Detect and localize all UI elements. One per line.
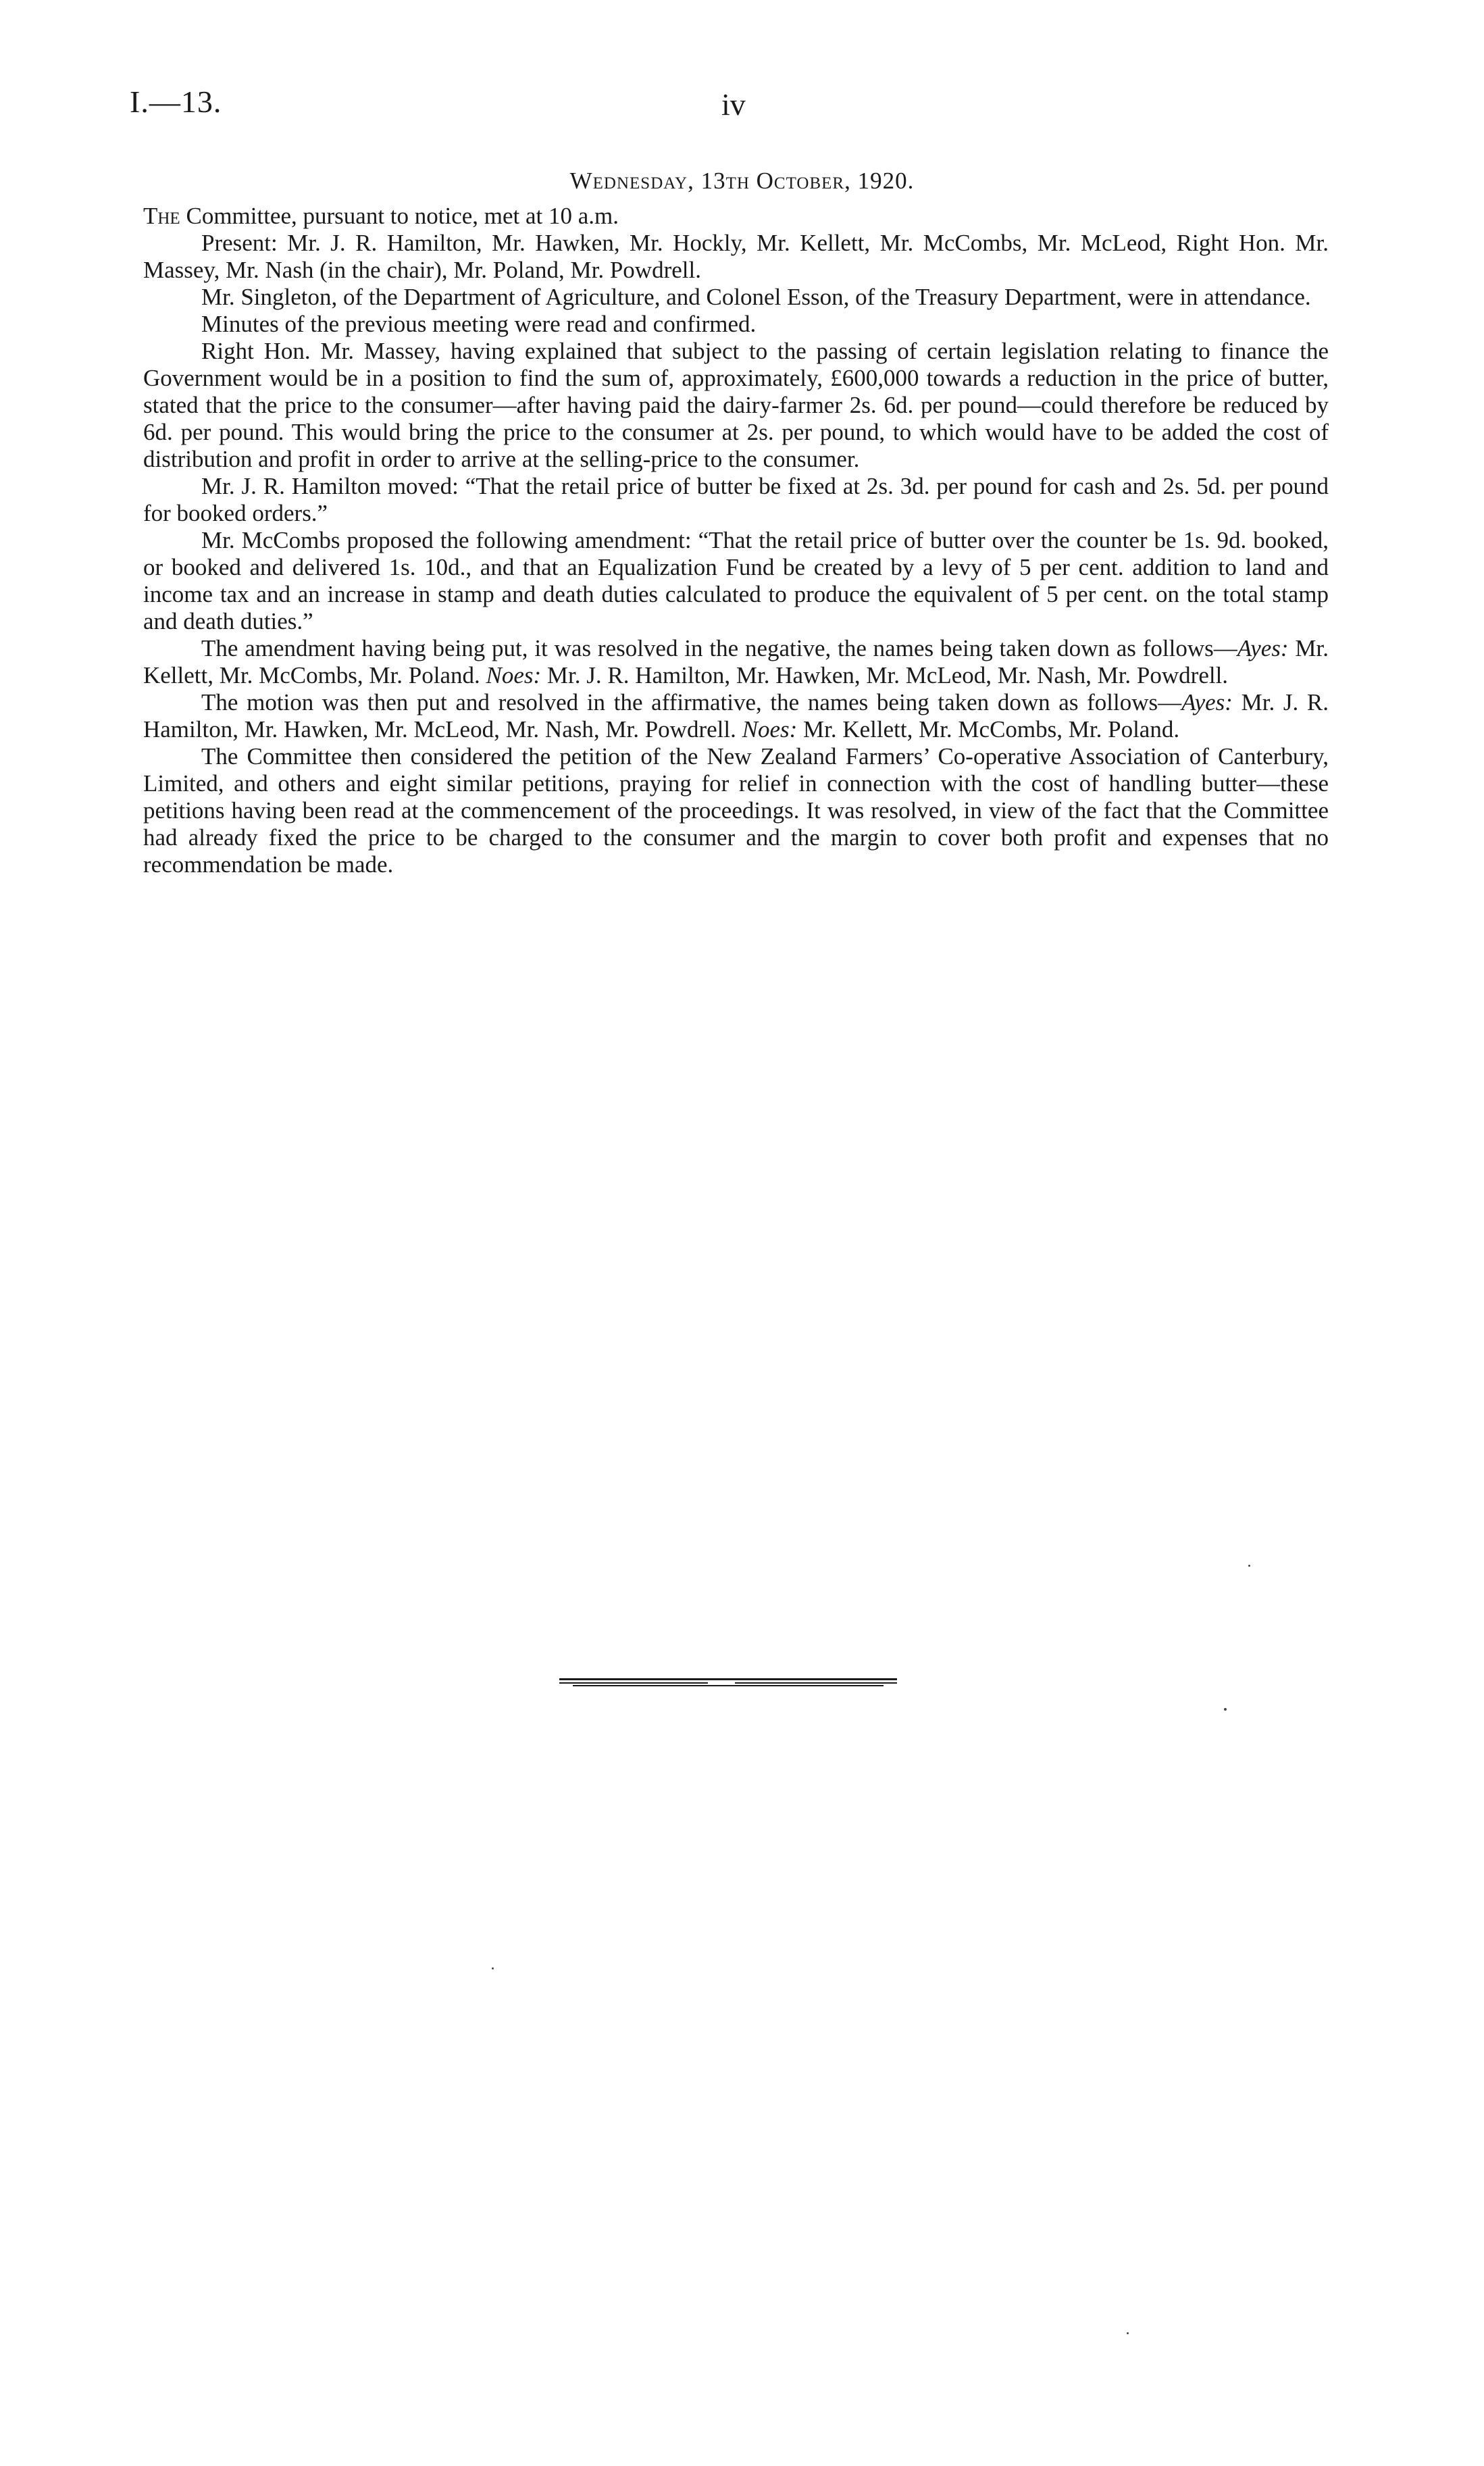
- motion-ayes-names: Mr. J. R. Hamilton, Mr. Hawken, Mr. McLeod, Mr. Nash, Mr. Powdrell.: [143, 689, 1329, 743]
- page-number: iv: [721, 87, 746, 122]
- paragraph-massey: Right Hon. Mr. Massey, having explained that subject to the passing of certain legislation relating to finance the Government would be in a position to find the sum of, approximately, £600,000 towards a reduction in the price of butter, stated that the price to the consumer—after having paid the dairy-farmer 2s. 6d. per pound—could therefore be reduced by 6d. per pound. This would bring the price to the consumer at 2s. per pound, to which would have to be added the cost of distribution and profit in order to arrive at the selling-price to the consumer.: [143, 338, 1329, 472]
- paragraph-attendance: Mr. Singleton, of the Department of Agriculture, and Colonel Esson, of the Treasury Department, were in attendance.: [201, 284, 1311, 310]
- closing-rule: [559, 1678, 897, 1686]
- print-speck: [1224, 1708, 1227, 1711]
- ayes-label: Ayes:: [1237, 635, 1289, 661]
- rule-line: [559, 1678, 897, 1680]
- print-speck: [1127, 2332, 1129, 2334]
- noes-label: Noes:: [486, 662, 542, 688]
- meeting-date-heading: Wednesday, 13th October, 1920.: [569, 168, 915, 194]
- noes-label: Noes:: [742, 716, 798, 743]
- paragraph-petitions: The Committee then considered the petition of the New Zealand Farmers’ Co-operative Association of Canterbury, Limited, and others and eight similar petitions, praying for relief in connection with the cost of handling butter—these petitions having been read at the commencement of the proceedings. It was resolved, in view of the fact that the Committee had already fixed the price to be charged to the consumer and the margin to cover both profit and expenses that no recommendation be made.: [143, 743, 1329, 878]
- paragraph-hamilton-motion: Mr. J. R. Hamilton moved: “That the retail price of butter be fixed at 2s. 3d. per pound for cash and 2s. 5d. per pound for booked orders.”: [143, 473, 1329, 526]
- page-reference: I.—13.: [130, 84, 222, 119]
- paragraph-present: Present: Mr. J. R. Hamilton, Mr. Hawken, Mr. Hockly, Mr. Kellett, Mr. McCombs, Mr. McLeod, Right Hon. Mr. Massey, Mr. Nash (in the chair), Mr. Poland, Mr. Powdrell.: [143, 230, 1329, 283]
- print-speck: [1248, 1565, 1250, 1567]
- rule-line: [559, 1682, 708, 1684]
- opening-word: The: [143, 203, 180, 229]
- paragraph-motion-vote: [143, 689, 1329, 743]
- amendment-noes-names: Mr. J. R. Hamilton, Mr. Hawken, Mr. McLeod, Mr. Nash, Mr. Powdrell.: [541, 662, 1229, 688]
- minutes-body: [143, 203, 1329, 878]
- amendment-ayes-names: Mr. Kellett, Mr. McCombs, Mr. Poland.: [143, 635, 1329, 688]
- paragraph-amendment-vote: [143, 635, 1329, 689]
- opening-text: Committee, pursuant to notice, met at 10 a.m.: [180, 203, 619, 229]
- paragraph-minutes: Minutes of the previous meeting were read and confirmed.: [201, 311, 757, 337]
- rule-line: [573, 1685, 884, 1686]
- motion-noes-names: Mr. Kellett, Mr. McCombs, Mr. Poland.: [797, 716, 1180, 743]
- ayes-label: Ayes:: [1181, 689, 1233, 715]
- motion-vote-intro: The motion was then put and resolved in the affirmative, the names being taken down as follows—: [201, 689, 1182, 715]
- paragraph-opening: [143, 203, 1329, 230]
- print-speck: [492, 1967, 494, 1969]
- rule-line: [735, 1682, 897, 1684]
- paragraph-mccombs-amendment: Mr. McCombs proposed the following amendment: “That the retail price of butter over the counter be 1s. 9d. booked, or booked and delivered 1s. 10d., and that an Equalization Fund be created by a levy of 5 per cent. addition to land and income tax and an increase in stamp and death duties calculated to produce the equivalent of 5 per cent. on the total stamp and death duties.”: [143, 527, 1329, 634]
- amendment-vote-intro: The amendment having being put, it was resolved in the negative, the names being taken down as follows—: [201, 635, 1237, 661]
